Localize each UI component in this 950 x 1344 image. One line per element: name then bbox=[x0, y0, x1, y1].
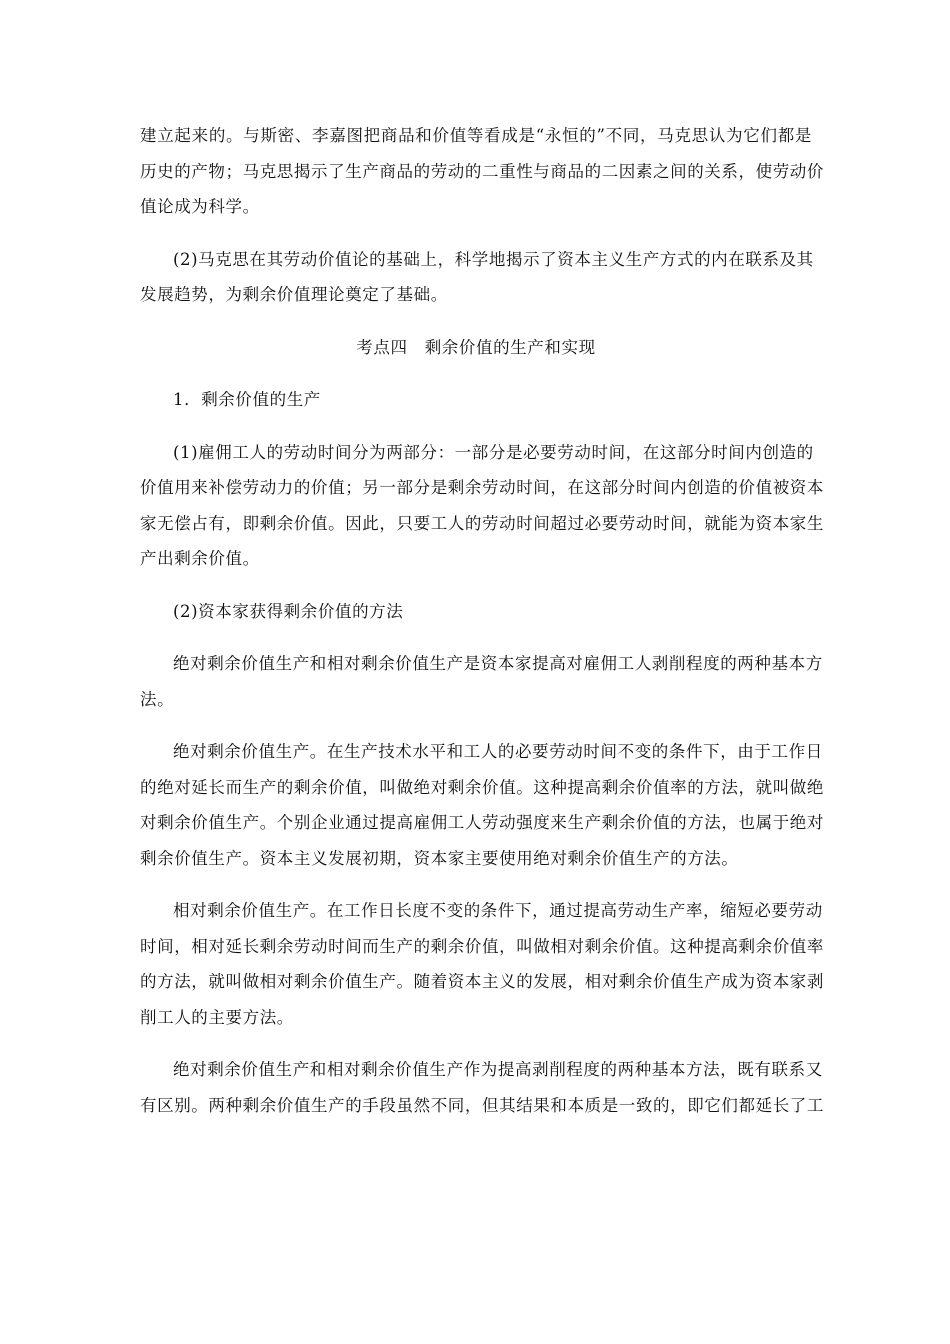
paragraph-labor-time bbox=[140, 435, 824, 577]
subsection-methods-heading bbox=[140, 594, 812, 630]
paragraph-two-methods bbox=[140, 646, 823, 717]
text-line: 相对剩余价值生产。在工作日长度不变的条件下，通过提高劳动生产率，缩短必要劳动 bbox=[173, 901, 823, 920]
text-line: 产出剩余价值。 bbox=[140, 549, 260, 568]
subsection-heading bbox=[140, 382, 812, 418]
text-line: 绝对剩余价值生产。在生产技术水平和工人的必要劳动时间不变的条件下，由于工作日 bbox=[173, 742, 823, 761]
paragraph-comparison bbox=[140, 1052, 824, 1123]
text-line: 发展趋势，为剩余价值理论奠定了基础。 bbox=[140, 285, 448, 304]
text-line: 法。 bbox=[140, 689, 175, 709]
text-line: (2)资本家获得剩余价值的方法 bbox=[173, 601, 404, 621]
text-line: (2)马克思在其劳动价值论的基础上，科学地揭示了资本主义生产方式的内在联系及其 bbox=[173, 249, 814, 269]
paragraph-surplus-value-foundation bbox=[140, 242, 812, 313]
text-line: 有区别。两种剩余价值生产的手段虽然不同，但其结果和本质是一致的，即它们都延长了工 bbox=[140, 1095, 824, 1115]
text-line: 1．剩余价值的生产 bbox=[173, 390, 321, 409]
paragraph-absolute-surplus-value bbox=[140, 734, 824, 876]
text-line: 家无偿占有，即剩余价值。因此，只要工人的劳动时间超过必要劳动时间，就能为资本家生 bbox=[140, 513, 824, 533]
text-line: 值论成为科学。 bbox=[140, 197, 260, 216]
text-line: 建立起来的。与斯密、李嘉图把商品和价值等看成是“永恒的”不同，马克思认为它们都是 bbox=[140, 126, 812, 145]
text-line: 削工人的主要方法。 bbox=[140, 1007, 294, 1027]
paragraph-relative-surplus-value bbox=[140, 893, 824, 1035]
text-line: 的绝对延长而生产的剩余价值，叫做绝对剩余价值。这种提高剩余价值率的方法，就叫做绝 bbox=[140, 777, 824, 797]
section-heading: 考点四 剩余价值的生产和实现 bbox=[356, 337, 596, 357]
text-line: (1)雇佣工人的劳动时间分为两部分：一部分是必要劳动时间，在这部分时间内创造的 bbox=[173, 442, 814, 462]
text-line: 历史的产物；马克思揭示了生产商品的劳动的二重性与商品的二因素之间的关系，使劳动价 bbox=[140, 161, 824, 181]
text-line: 绝对剩余价值生产和相对剩余价值生产作为提高剥削程度的两种基本方法，既有联系又 bbox=[173, 1060, 823, 1079]
text-line: 价值用来补偿劳动力的价值；另一部分是剩余劳动时间，在这部分时间内创造的价值被资本 bbox=[140, 478, 824, 497]
paragraph-labor-value-theory-end bbox=[140, 118, 824, 225]
document-body bbox=[140, 118, 824, 1140]
text-line: 对剩余价值生产。个别企业通过提高雇佣工人劳动强度来生产剩余价值的方法，也属于绝对 bbox=[140, 813, 824, 832]
text-line: 的方法，就叫做相对剩余价值生产。随着资本主义的发展，相对剩余价值生产成为资本家剥 bbox=[140, 972, 824, 991]
text-line: 绝对剩余价值生产和相对剩余价值生产是资本家提高对雇佣工人剥削程度的两种基本方 bbox=[173, 654, 823, 673]
text-line: 时间，相对延长剩余劳动时间而生产的剩余价值，叫做相对剩余价值。这种提高剩余价值率 bbox=[140, 936, 824, 956]
text-line: 剩余价值生产。资本主义发展初期，资本家主要使用绝对剩余价值生产的方法。 bbox=[140, 848, 739, 868]
